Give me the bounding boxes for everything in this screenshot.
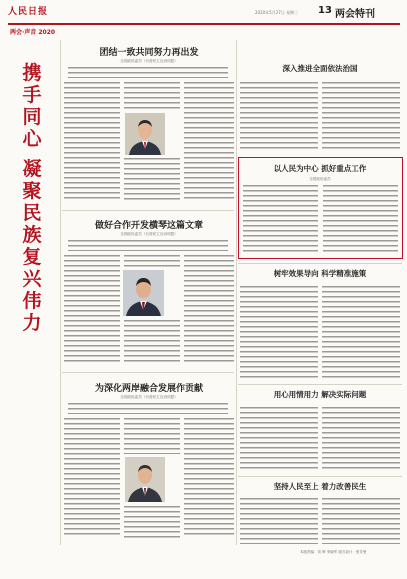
article-title: 用心用情用力 解决实际问题 [273, 390, 367, 399]
article-body [323, 185, 398, 253]
article-body [184, 82, 234, 202]
article-body [184, 255, 234, 365]
author-portrait [123, 270, 164, 316]
person-icon [125, 457, 165, 502]
sidebar-char: 力 [22, 312, 42, 334]
article-body [64, 255, 120, 365]
masthead: 人民日报 [8, 7, 49, 17]
person-icon [125, 113, 165, 155]
article-divider [238, 263, 402, 264]
article-title: 团结一致共同努力再出发 [99, 48, 199, 58]
article-lede-text [68, 67, 228, 78]
article-byline: 全国政协委员 [309, 177, 331, 181]
article-body [322, 407, 400, 471]
article-divider [62, 372, 234, 373]
sidebar-char: 同 [22, 106, 42, 128]
section-tag: 两会·声音 2020 [10, 29, 56, 36]
article-divider [62, 210, 234, 211]
sidebar-char: 民 [22, 202, 42, 224]
article-body [322, 82, 400, 152]
article-body [243, 185, 318, 253]
article-title: 树牢效果导向 科学精准施策 [273, 269, 367, 278]
article-body [124, 158, 180, 203]
article-byline: 全国政协委员（台湾民主自治同盟） [120, 59, 178, 63]
article-body [322, 286, 400, 378]
sidebar-char: 伟 [22, 290, 42, 312]
article-title: 坚持人民至上 着力改善民生 [273, 482, 367, 491]
author-portrait [125, 113, 165, 155]
article-body [124, 320, 180, 365]
sidebar-char: 聚 [22, 180, 42, 202]
article-body [184, 418, 234, 538]
column-divider [60, 40, 61, 545]
article-lede-text [68, 403, 228, 414]
article-lede-text [68, 240, 228, 251]
page-credits: 本版责编：刘 晖 李晓军 版式设计：张芳曼 [300, 550, 367, 554]
article-body [124, 82, 180, 112]
person-icon [123, 270, 164, 316]
article-title: 做好合作开发横琴这篇文章 [94, 221, 203, 231]
article-body [124, 418, 180, 454]
article-divider [238, 476, 402, 477]
article-body [240, 407, 318, 471]
article-title: 为深化两岸融合发展作贡献 [94, 384, 203, 394]
sidebar-char: 携 [22, 62, 42, 84]
sidebar-char: 心 [22, 128, 42, 150]
article-body [240, 498, 318, 544]
article-title: 深入推进全面依法治国 [282, 64, 358, 73]
article-byline: 全国政协委员（台湾民主自治同盟） [120, 395, 178, 399]
article-body [322, 498, 400, 544]
page-number: 13 [318, 5, 332, 16]
date-line: 2020年5月27日 星期三 [255, 10, 299, 15]
article-body [124, 255, 180, 269]
sidebar-char: 兴 [22, 268, 42, 290]
article-body [240, 286, 318, 378]
article-body [240, 82, 318, 152]
article-divider [238, 384, 402, 385]
sidebar-char: 手 [22, 84, 42, 106]
article-body [64, 418, 120, 538]
article-byline: 全国政协委员（台湾民主自治同盟） [120, 232, 178, 236]
column-divider [236, 40, 237, 545]
article-title: 以人民为中心 抓好重点工作 [273, 164, 367, 173]
page-name: 两会特刊 [335, 9, 375, 20]
article-body [64, 82, 120, 202]
sidebar-char: 族 [22, 224, 42, 246]
sidebar-char: 复 [22, 246, 42, 268]
header-rule [8, 23, 400, 25]
sidebar-slogan [18, 62, 46, 334]
author-portrait [125, 457, 165, 502]
article-body [124, 506, 180, 538]
sidebar-char: 凝 [22, 158, 42, 180]
